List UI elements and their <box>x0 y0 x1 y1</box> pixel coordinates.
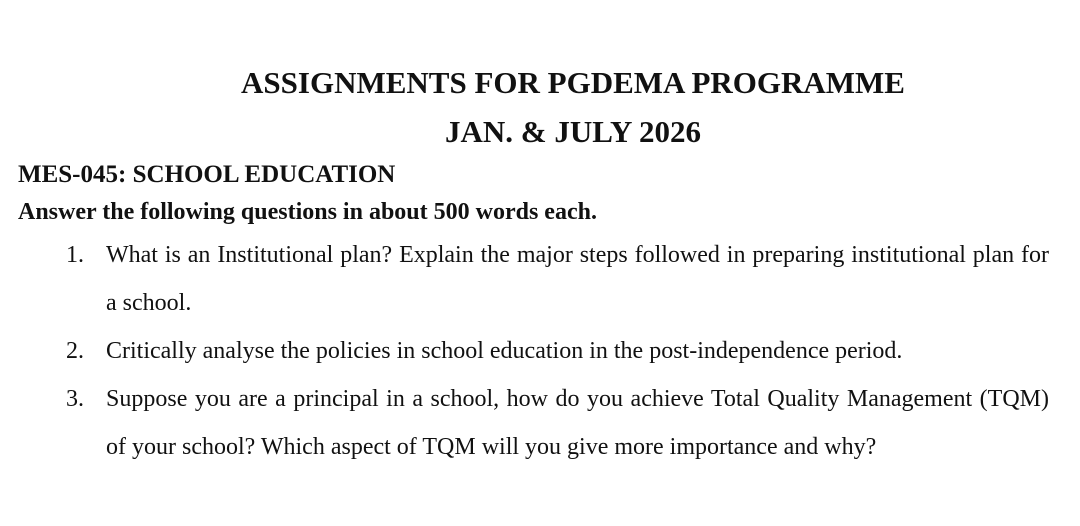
question-list <box>66 231 1049 471</box>
instruction-text: Answer the following questions in about 500 words each. <box>18 199 597 225</box>
question-item <box>66 375 1049 471</box>
question-text: What is an Institutional plan? Explain the major steps followed in preparing institutional plan for a school. <box>106 242 1049 316</box>
question-text: Critically analyse the policies in school education in the post-independence period. <box>106 338 903 364</box>
question-number: 1. <box>66 242 84 268</box>
question-text: Suppose you are a principal in a school, how do you achieve Total Quality Management (TQM) of your school? Which aspect of TQM will you give more importance and why? <box>106 386 1049 460</box>
question-number: 2. <box>66 338 84 364</box>
question-item <box>66 327 1049 375</box>
session-subtitle: JAN. & JULY 2026 <box>444 114 702 149</box>
page-title: ASSIGNMENTS FOR PGDEMA PROGRAMME <box>241 65 905 100</box>
course-heading: MES-045: SCHOOL EDUCATION <box>18 161 396 188</box>
question-item <box>66 231 1049 327</box>
question-number: 3. <box>66 386 84 412</box>
